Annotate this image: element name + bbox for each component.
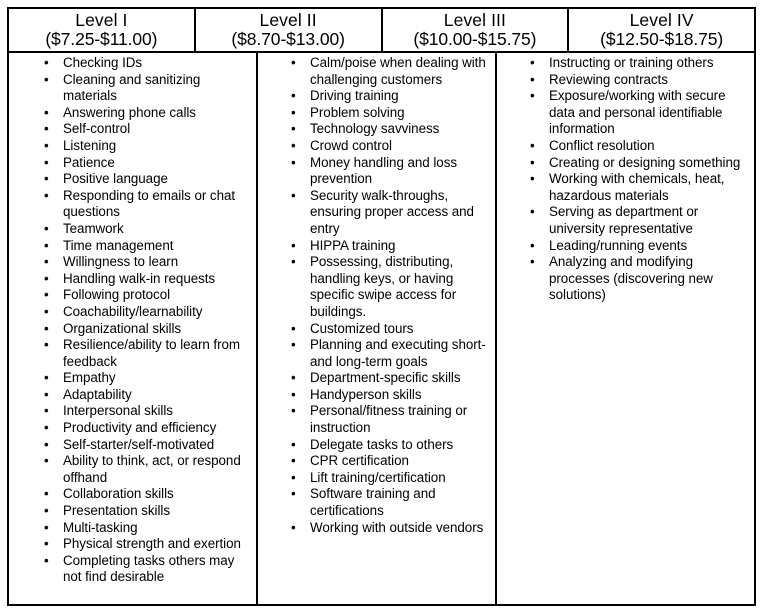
skill-list-item-label: Following protocol (63, 287, 171, 303)
header-title-level-2: Level II (259, 9, 317, 30)
skill-list-item-label: Checking IDs (63, 55, 143, 70)
bullet-icon: • (44, 104, 49, 120)
header-range-level-1: ($7.25-$11.00) (45, 28, 158, 49)
skill-list-item (9, 503, 252, 520)
skill-list-column-2 (258, 55, 491, 536)
skill-list-item-label: Responding to emails or chat questions (63, 187, 236, 220)
bullet-icon: • (44, 154, 49, 170)
skill-list-item (9, 403, 252, 420)
bullet-icon: • (44, 71, 49, 87)
skill-list-item-label: Working with chemicals, heat, hazardous materials (549, 171, 725, 203)
skill-list-item (9, 271, 252, 288)
header-range-level-3: ($10.00-$15.75) (413, 28, 537, 49)
bullet-icon: • (44, 55, 49, 70)
bullet-icon: • (44, 453, 49, 469)
skill-list-item (258, 486, 491, 519)
skill-list-item (258, 138, 491, 155)
bullet-icon: • (44, 536, 49, 552)
skill-list-item-label: CPR certification (310, 453, 409, 469)
skill-list-item-label: Analyzing and modifying processes (discovering new solutions) (549, 254, 713, 303)
skill-list-item-label: Collaboration skills (63, 486, 174, 502)
skill-list-item (258, 437, 491, 454)
skill-list-item-label: Time management (63, 237, 174, 253)
bullet-icon: • (530, 137, 535, 153)
skill-list-item (9, 105, 252, 122)
skill-list-item-label: Software training and certifications (310, 486, 436, 519)
bullet-icon: • (291, 320, 296, 336)
skill-list-item (258, 370, 491, 387)
skill-list-item (258, 105, 491, 122)
skill-list-item-label: Technology savviness (310, 121, 440, 137)
skill-list-item-label: Patience (63, 154, 115, 170)
bullet-icon: • (44, 486, 49, 502)
skill-list-item-label: Empathy (63, 370, 116, 386)
skill-list-item-label: Personal/fitness training or instruction (310, 403, 468, 436)
skill-list-item (9, 387, 252, 404)
header-range-level-4: ($12.50-$18.75) (600, 28, 724, 49)
bullet-icon: • (291, 237, 296, 253)
bullet-icon: • (44, 137, 49, 153)
skill-list-item (497, 138, 750, 155)
table-header-row (9, 9, 754, 53)
header-title-level-4: Level IV (629, 9, 694, 30)
skill-list-item-label: Organizational skills (63, 320, 182, 336)
bullet-icon: • (44, 187, 49, 203)
bullet-icon: • (44, 254, 49, 270)
skill-list-item (9, 72, 252, 105)
skill-list-item (9, 304, 252, 321)
skill-list-item-label: Customized tours (310, 320, 414, 336)
skill-list-item (9, 287, 252, 304)
skill-list-item (9, 370, 252, 387)
body-cell-column-1 (9, 53, 258, 604)
skill-list-item-label: Exposure/working with secure data and personal identifiable information (549, 88, 726, 137)
skill-list-item-label: HIPPA training (310, 237, 396, 253)
skill-list-item (258, 254, 491, 320)
header-range-level-2: ($8.70-$13.00) (231, 28, 345, 49)
skill-list-item-label: Handling walk-in requests (63, 270, 216, 286)
skill-list-item-label: Ability to think, act, or respond offhand (63, 453, 241, 485)
skill-list-item (497, 155, 750, 172)
skill-list-item (9, 238, 252, 255)
skills-level-table (7, 7, 756, 606)
skill-list-item (9, 536, 252, 553)
bullet-icon: • (530, 254, 535, 270)
bullet-icon: • (291, 337, 296, 353)
skill-list-item-label: Conflict resolution (549, 137, 655, 153)
skill-list-item (258, 470, 491, 487)
skill-list-item (258, 387, 491, 404)
skill-list-item-label: Self-starter/self-motivated (63, 436, 215, 452)
bullet-icon: • (291, 104, 296, 120)
skill-list-item (497, 55, 750, 72)
bullet-icon: • (291, 55, 296, 70)
bullet-icon: • (291, 88, 296, 104)
header-title-level-1: Level I (75, 9, 128, 30)
skill-list-item-label: Interpersonal skills (63, 403, 173, 419)
bullet-icon: • (44, 320, 49, 336)
header-cell-level-3 (383, 9, 570, 51)
bullet-icon: • (291, 469, 296, 485)
bullet-icon: • (44, 503, 49, 519)
bullet-icon: • (291, 121, 296, 137)
skill-list-item-label: Presentation skills (63, 503, 170, 519)
bullet-icon: • (530, 71, 535, 87)
skill-list-item (497, 254, 750, 304)
skill-list-item (9, 553, 252, 586)
skill-list-item-label: Handyperson skills (310, 386, 422, 402)
skill-list-item-label: Cleaning and sanitizing materials (63, 71, 201, 104)
skill-list-item-label: Calm/poise when dealing with challenging customers (310, 55, 486, 87)
bullet-icon: • (530, 204, 535, 220)
skill-list-item-label: Serving as department or university representative (549, 204, 699, 236)
skill-list-item (9, 420, 252, 437)
bullet-icon: • (44, 552, 49, 568)
header-cell-level-4 (569, 9, 754, 51)
skill-list-item (9, 437, 252, 454)
bullet-icon: • (44, 270, 49, 286)
skill-list-item (258, 337, 491, 370)
skill-list-item (9, 138, 252, 155)
bullet-icon: • (291, 403, 296, 419)
skill-list-item (258, 403, 491, 436)
skill-list-item-label: Driving training (310, 88, 399, 104)
bullet-icon: • (44, 337, 49, 353)
skill-list-item-label: Listening (63, 137, 117, 153)
bullet-icon: • (291, 453, 296, 469)
skill-list-item (9, 55, 252, 72)
bullet-icon: • (291, 137, 296, 153)
table-body-row (9, 53, 754, 604)
bullet-icon: • (44, 370, 49, 386)
bullet-icon: • (44, 171, 49, 187)
bullet-icon: • (44, 519, 49, 535)
bullet-icon: • (291, 436, 296, 452)
header-title-level-3: Level III (443, 9, 506, 30)
skill-list-item-label: Positive language (63, 171, 168, 187)
skill-list-item (9, 171, 252, 188)
skill-list-column-1 (9, 55, 252, 586)
skill-list-item-label: Teamwork (63, 220, 124, 236)
bullet-icon: • (44, 386, 49, 402)
skill-list-item (497, 238, 750, 255)
bullet-icon: • (44, 403, 49, 419)
skill-list-item-label: Productivity and efficiency (63, 420, 217, 436)
header-cell-level-2 (196, 9, 383, 51)
bullet-icon: • (44, 287, 49, 303)
skill-list-item (9, 337, 252, 370)
skill-list-item-label: Crowd control (310, 137, 392, 153)
skill-list-item (258, 321, 491, 338)
skill-list-item (9, 121, 252, 138)
skill-list-item-label: Department-specific skills (310, 370, 461, 386)
skill-list-item-label: Self-control (63, 121, 131, 137)
bullet-icon: • (44, 436, 49, 452)
skill-list-item (9, 188, 252, 221)
skill-list-item-label: Coachability/learnability (63, 303, 203, 319)
skill-list-item-label: Completing tasks others may not find desirable (63, 552, 235, 585)
bullet-icon: • (44, 420, 49, 436)
skill-list-item (497, 72, 750, 89)
bullet-icon: • (291, 187, 296, 203)
skill-list-item-label: Answering phone calls (63, 104, 196, 120)
skill-list-item-label: Reviewing contracts (549, 71, 668, 87)
body-cell-column-2 (258, 53, 497, 604)
skill-list-item-label: Lift training/certification (310, 469, 446, 485)
skill-list-column-3 (497, 55, 750, 304)
bullet-icon: • (291, 486, 296, 502)
skill-list-item (258, 453, 491, 470)
bullet-icon: • (530, 88, 535, 104)
skill-list-item-label: Delegate tasks to others (310, 436, 454, 452)
skill-list-item (258, 155, 491, 188)
skill-list-item (9, 520, 252, 537)
bullet-icon: • (291, 254, 296, 270)
skill-list-item-label: Money handling and loss prevention (310, 154, 457, 187)
header-cell-level-1 (9, 9, 196, 51)
skill-list-item-label: Adaptability (63, 386, 132, 402)
skill-list-item-label: Willingness to learn (63, 254, 179, 270)
skill-list-item (497, 88, 750, 138)
bullet-icon: • (44, 220, 49, 236)
body-cell-column-3 (497, 53, 754, 604)
skill-list-item (9, 221, 252, 238)
skill-list-item (9, 155, 252, 172)
skill-list-item (258, 88, 491, 105)
bullet-icon: • (291, 154, 296, 170)
skill-list-item-label: Planning and executing short- and long-term goals (310, 337, 486, 369)
skill-list-item (258, 55, 491, 88)
bullet-icon: • (291, 370, 296, 386)
skill-list-item (258, 188, 491, 238)
skill-list-item-label: Physical strength and exertion (63, 536, 241, 552)
skill-list-item (9, 486, 252, 503)
skill-list-item (497, 204, 750, 237)
bullet-icon: • (44, 237, 49, 253)
skill-list-item-label: Multi-tasking (63, 519, 138, 535)
skill-list-item-label: Problem solving (310, 104, 405, 120)
skill-list-item (258, 121, 491, 138)
skill-list-item (258, 238, 491, 255)
skill-list-item (258, 520, 491, 537)
bullet-icon: • (291, 519, 296, 535)
skill-list-item-label: Leading/running events (549, 237, 688, 253)
skill-list-item (497, 171, 750, 204)
skill-list-item (9, 254, 252, 271)
skill-list-item (9, 321, 252, 338)
bullet-icon: • (530, 55, 535, 70)
skill-list-item-label: Instructing or training others (549, 55, 714, 70)
skill-list-item-label: Possessing, distributing, handling keys, or having specific swipe access for buildings. (310, 254, 457, 319)
bullet-icon: • (291, 386, 296, 402)
skill-list-item-label: Working with outside vendors (310, 519, 484, 535)
bullet-icon: • (530, 171, 535, 187)
bullet-icon: • (530, 237, 535, 253)
skill-list-item (9, 453, 252, 486)
skill-list-item-label: Resilience/ability to learn from feedback (63, 337, 241, 369)
bullet-icon: • (44, 303, 49, 319)
bullet-icon: • (44, 121, 49, 137)
skill-list-item-label: Creating or designing something (549, 154, 741, 170)
skill-list-item-label: Security walk-throughs, ensuring proper access and entry (310, 187, 474, 236)
bullet-icon: • (530, 154, 535, 170)
